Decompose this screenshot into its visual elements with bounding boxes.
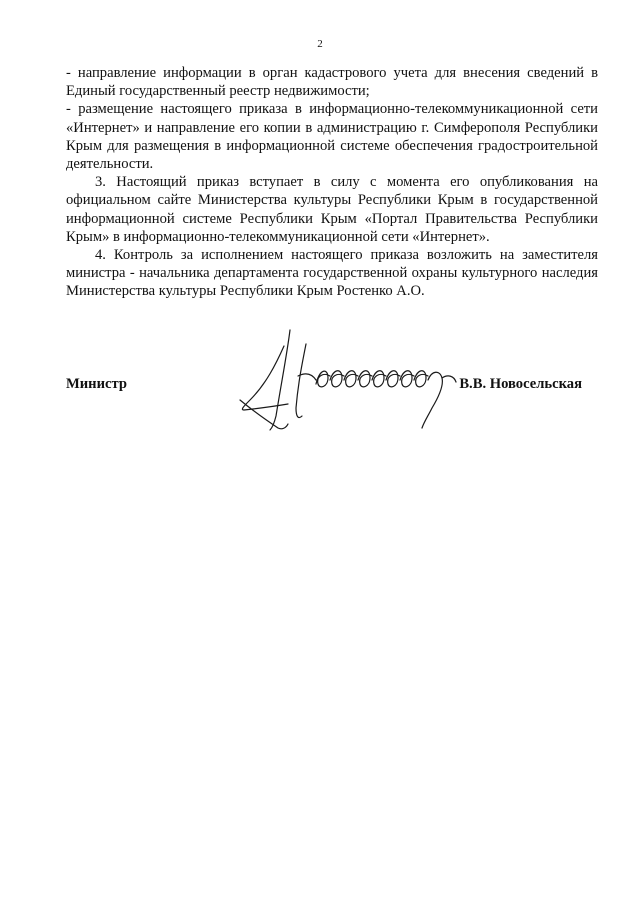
paragraph-control: 4. Контроль за исполнением настоящего приказа возложить на заместителя министра - начальника департамента государственной охраны культурного наследия Министерства культуры Республики Крым Ростенко А.О. — [66, 247, 598, 300]
signer-name: В.В. Новосельская — [459, 376, 582, 392]
handwritten-signature — [232, 324, 472, 434]
paragraph-effective-date: 3. Настоящий приказ вступает в силу с момента его опубликования на официальном сайте Министерства культуры Республики Крым в государственной информационной системе Республики Крым «Портал Правительства Республики Крым» в информационно-телекоммуникационной сети «Интернет». — [66, 174, 598, 245]
paragraph-internet-publication: - размещение настоящего приказа в информационно-телекоммуникационной сети «Интернет» и направление его копии в администрацию г. Симферополя Республики Крым для размещения в информационной системе обеспечения градостроительной деятельности. — [66, 101, 598, 173]
signer-title: Министр — [66, 376, 127, 392]
signature-icon — [232, 324, 472, 434]
page-number: 2 — [317, 38, 323, 50]
paragraph-cadastral-info: - направление информации в орган кадастрового учета для внесения сведений в Единый государственный реестр недвижимости; — [66, 65, 598, 100]
document-body — [66, 64, 598, 301]
